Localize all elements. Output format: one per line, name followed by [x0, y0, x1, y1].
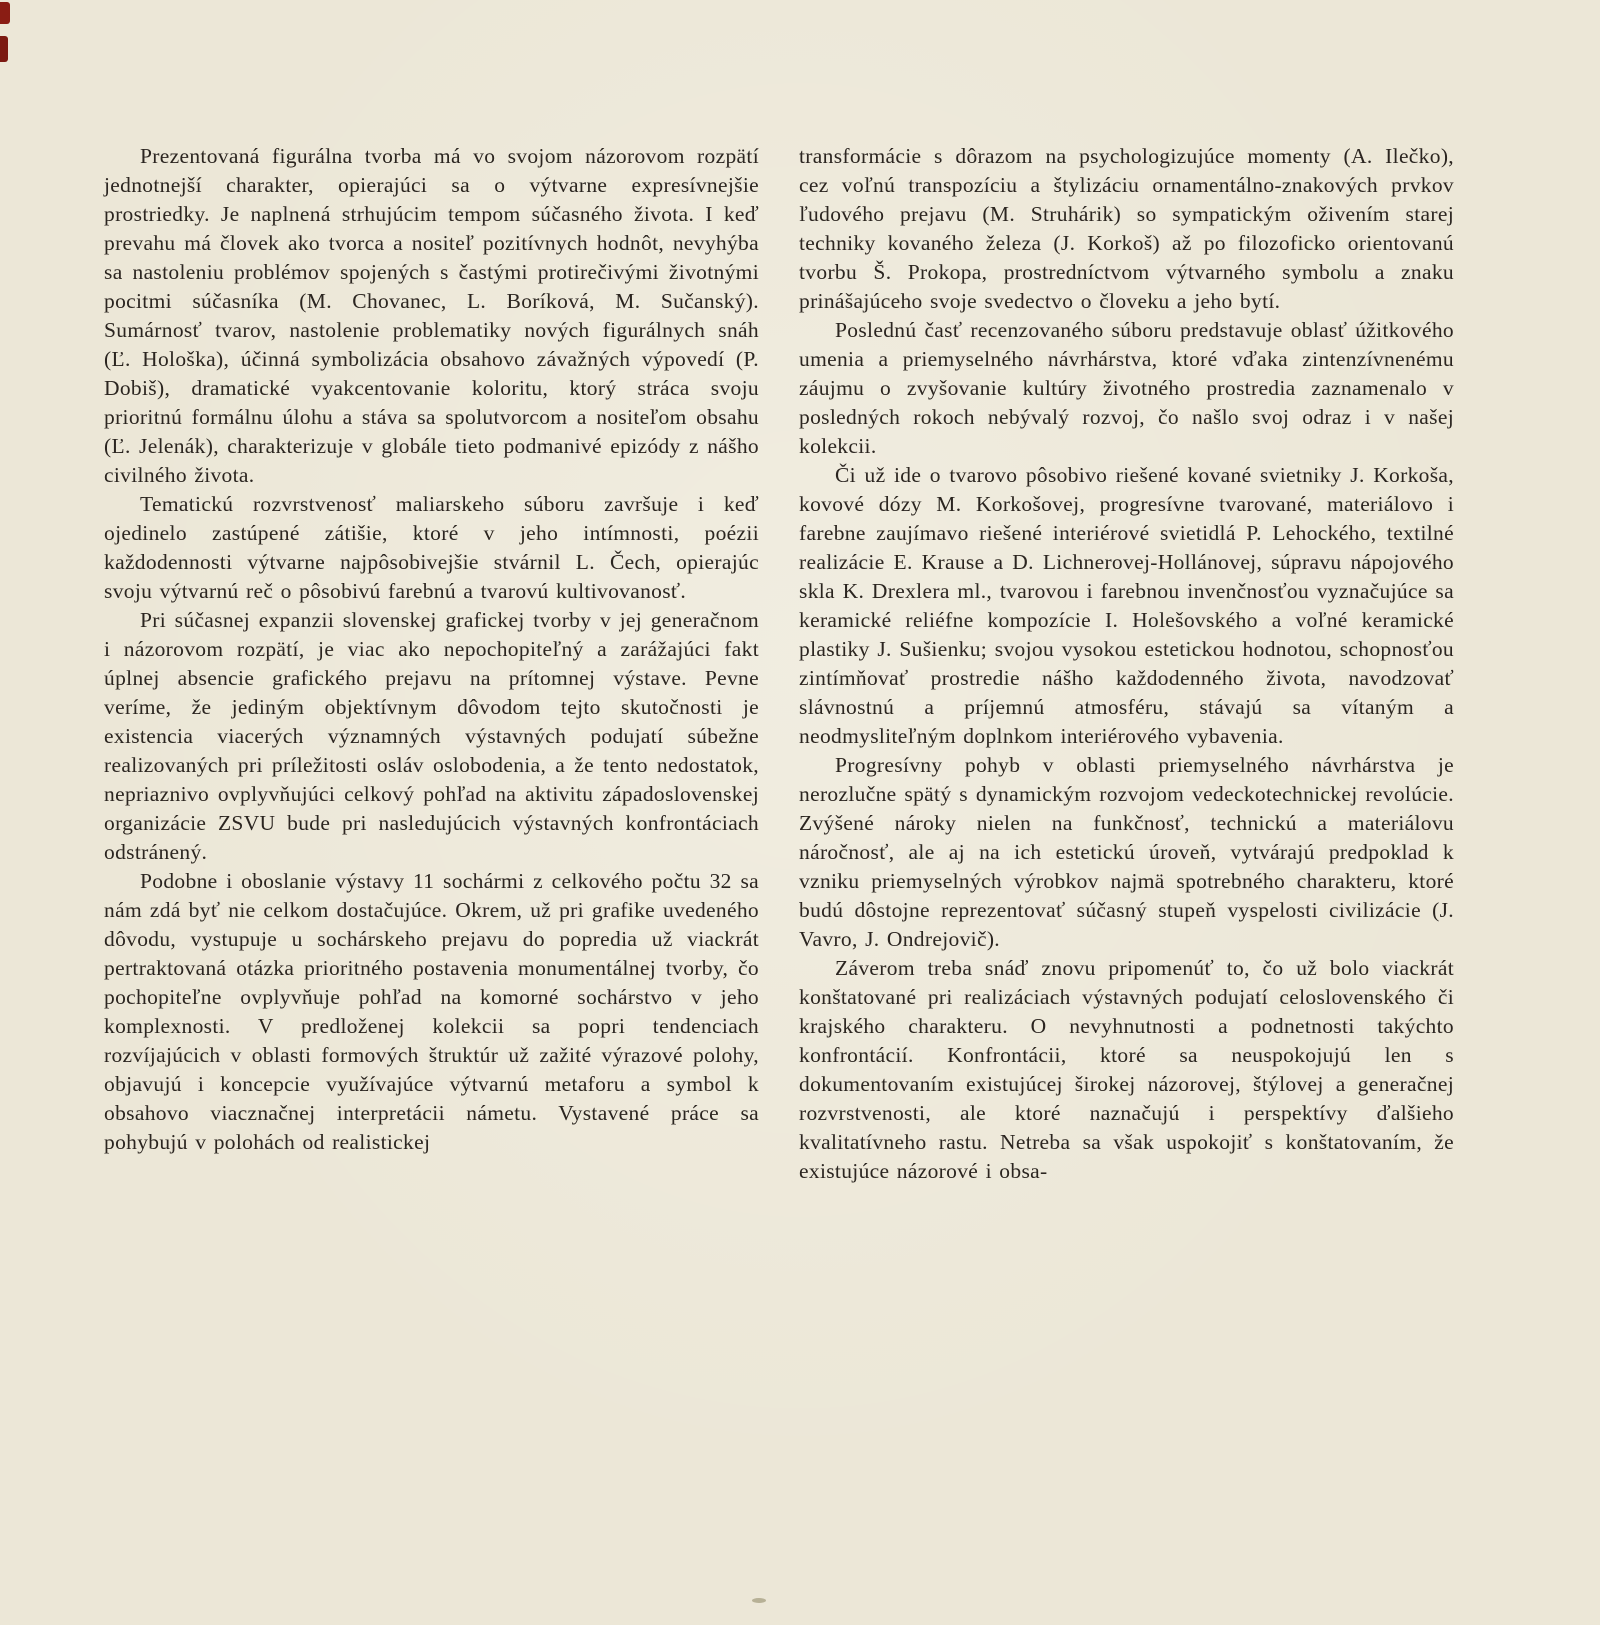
left-column [104, 142, 759, 1186]
paragraph: Prezentovaná figurálna tvorba má vo svojom názorovom rozpätí jednotnejší charakter, opierajúci sa o výtvarne expresívnejšie prostriedky. Je naplnená strhujúcim tempom súčasného života. I keď prevahu má človek ako tvorca a nositeľ pozitívnych hodnôt, nevyhýba sa nastoleniu problémov spojených s častými protirečivými životnými pocitmi súčasníka (M. Chovanec, L. Boríková, M. Sučanský). Sumárnosť tvarov, nastolenie problematiky nových figurálnych snáh (Ľ. Hološka), účinná symbolizácia obsahovo závažných výpovedí (P. Dobiš), dramatické vyakcentovanie koloritu, ktorý stráca svoju prioritnú formálnu úlohu a stáva sa spolutvorcom a nositeľom obsahu (Ľ. Jelenák), charakterizuje v globále tieto podmanivé epizódy z nášho civilného života. [104, 144, 759, 487]
paragraph: Pri súčasnej expanzii slovenskej grafickej tvorby v jej generačnom i názorovom rozpätí, je viac ako nepochopiteľný a zarážajúci fakt úplnej absencie grafického prejavu na prítomnej výstave. Pevne veríme, že jediným objektívnym dôvodom tejto skutočnosti je existencia viacerých významných výstavných podujatí súbežne realizovaných pri príležitosti osláv oslobodenia, a že tento nedostatok, nepriaznivo ovplyvňujúci celkový pohľad na aktivitu západoslovenskej organizácie ZSVU bude pri nasledujúcich výstavných konfrontáciach odstránený. [104, 608, 759, 864]
paragraph: Záverom treba snáď znovu pripomenúť to, čo už bolo viackrát konštatované pri realizáciach výstavných podujatí celoslovenského či krajského charakteru. O nevyhnutnosti a podnetnosti takýchto konfrontácií. Konfrontácii, ktoré sa neuspokojujú len s dokumentovaním existujúcej širokej názorovej, štýlovej a generačnej rozvrstvenosti, ale ktoré naznačujú i perspektívy ďalšieho kvalitatívneho rastu. Netreba sa však uspokojiť s konštatovaním, že existujúce názorové i obsa- [799, 956, 1454, 1183]
scan-artifact [752, 1598, 766, 1603]
paragraph: Tematickú rozvrstvenosť maliarskeho súboru završuje i keď ojedinelo zastúpené zátišie, ktoré v jeho intímnosti, poézii každodennosti výtvarne najpôsobivejšie stvárnil L. Čech, opierajúc svoju výtvarnú reč o pôsobivú farebnú a tvarovú kultivovanosť. [104, 492, 759, 603]
paragraph: Poslednú časť recenzovaného súboru predstavuje oblasť úžitkového umenia a priemyselného návrhárstva, ktoré vďaka zintenzívnenému záujmu o zvyšovanie kultúry životného prostredia zaznamenalo v posledných rokoch nebývalý rozvoj, čo našlo svoj odraz i v našej kolekcii. [799, 318, 1454, 458]
scan-artifact [0, 36, 8, 62]
text-block [104, 142, 1454, 1186]
scan-artifact [0, 2, 10, 24]
paragraph: transformácie s dôrazom na psychologizujúce momenty (A. Ilečko), cez voľnú transpozíciu a štylizáciu ornamentálno-znakových prvkov ľudového prejavu (M. Struhárik) so sympatickým oživením starej techniky kovaného železa (J. Korkoš) až po filozoficko orientovanú tvorbu Š. Prokopa, prostredníctvom výtvarného symbolu a znaku prinášajúceho svoje svedectvo o človeku a jeho bytí. [799, 144, 1454, 313]
paragraph: Progresívny pohyb v oblasti priemyselného návrhárstva je nerozlučne spätý s dynamickým rozvojom vedeckotechnickej revolúcie. Zvýšené nároky nielen na funkčnosť, technickú a materiálovu náročnosť, ale aj na ich estetickú úroveň, vytvárajú predpoklad k vzniku priemyselných výrobkov najmä spotrebného charakteru, ktoré budú dôstojne reprezentovať súčasný stupeň vyspelosti civilizácie (J. Vavro, J. Ondrejovič). [799, 753, 1454, 951]
paragraph: Či už ide o tvarovo pôsobivo riešené kované svietniky J. Korkoša, kovové dózy M. Korkošovej, progresívne tvarované, materiálovo i farebne zaujímavo riešené interiérové svietidlá P. Lehockého, textilné realizácie E. Krause a D. Lichnerovej-Hollánovej, súpravu nápojového skla K. Drexlera ml., tvarovou i farebnou invenčnosťou vyznačujúce sa keramické reliéfne kompozície I. Holešovského a voľné keramické plastiky J. Sušienku; svojou vysokou estetickou hodnotou, schopnosťou zintímňovať prostredie nášho každodenného života, navodzovať slávnostnú a príjemnú atmosféru, stávajú sa vítaným a neodmysliteľným doplnkom interiérového vybavenia. [799, 463, 1454, 748]
right-column [799, 142, 1454, 1186]
paragraph: Podobne i oboslanie výstavy 11 sochármi z celkového počtu 32 sa nám zdá byť nie celkom dostačujúce. Okrem, už pri grafike uvedeného dôvodu, vystupuje u sochárskeho prejavu do popredia už viackrát pertraktovaná otázka prioritného postavenia monumentálnej tvorby, čo pochopiteľne ovplyvňuje pohľad na komorné sochárstvo v jeho komplexnosti. V predloženej kolekcii sa popri tendenciach rozvíjajúcich v oblasti formových štruktúr už zažité výrazové polohy, objavujú i koncepcie využívajúce výtvarnú metaforu a symbol k obsahovo viacznačnej interpretácii námetu. Vystavené práce sa pohybujú v polohách od realistickej [104, 869, 759, 1154]
